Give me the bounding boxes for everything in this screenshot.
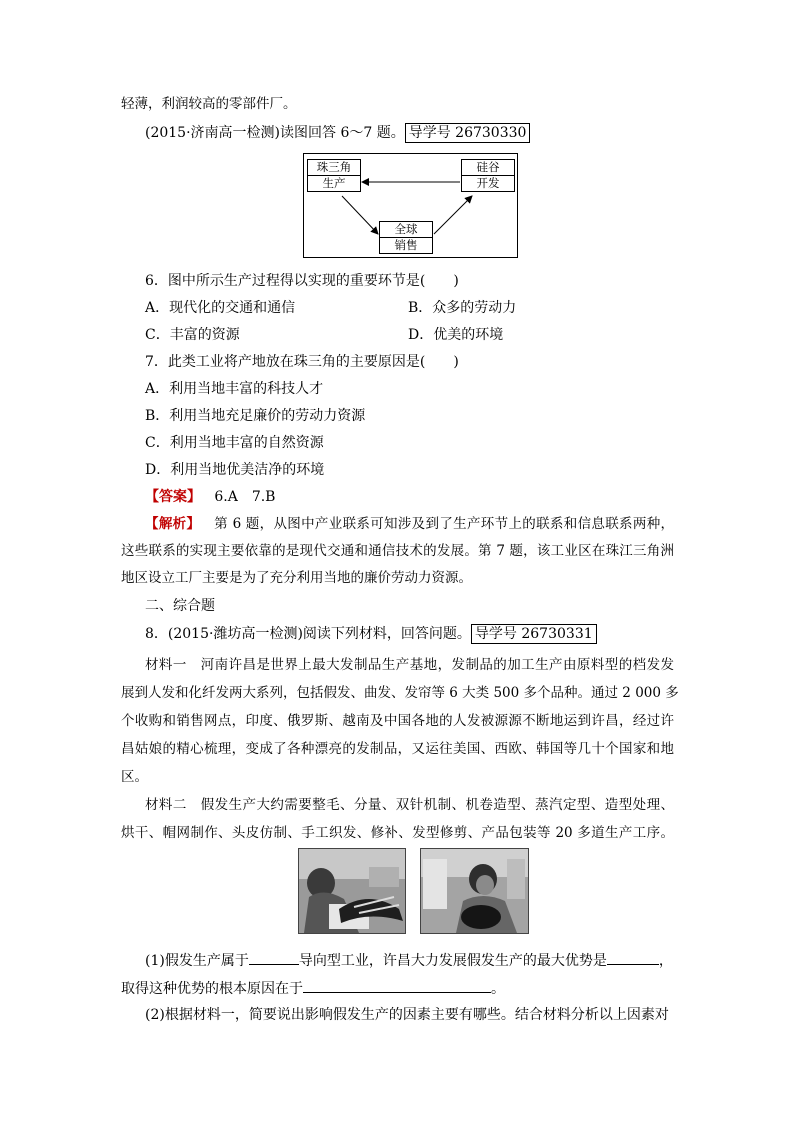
wig-worker-photo-left [298,848,406,934]
analysis-line-1 [145,514,674,534]
pearl-delta-label: 珠三角 [316,160,352,174]
material1-line-4 [121,739,674,759]
q8-intro-text: 8．(2015·潍坊高一检测)阅读下列材料，回答问题。 [145,626,471,642]
q7-option-a: A．利用当地丰富的科技人才 [145,381,324,397]
q6-option-d: D．优美的环境 [408,327,504,343]
answer-text: 6.A 7.B [214,489,276,505]
wig-worker-photo-right-art [421,849,528,933]
material1-line-1 [145,655,674,675]
material2-text-1: 材料二 假发生产大约需要整毛、分量、双针机制、机卷造型、蒸汽定型、造型处理、 [145,797,674,813]
q8-1-text-d: 取得这种优势的根本原因在于 [121,981,303,997]
diagram-arrows [304,154,517,257]
q8-1-blank-3[interactable] [303,978,491,993]
material1-text-4: 昌姑娘的精心梳理，变成了各种漂亮的发制品，又运往美国、西欧、韩国等几十个国家和地 [121,741,674,757]
q7-option-b: B．利用当地充足廉价的劳动力资源 [145,408,366,424]
material1-line-5: 区。 [121,769,148,785]
q8-1-text-a: (1)假发生产属于 [145,953,249,969]
material1-line-2 [121,683,679,703]
q6-stem: 6．图中所示生产过程得以实现的重要环节是( ) [145,273,459,289]
section-heading: 二、综合题 [145,598,215,614]
arrow-sales-to-valley [434,196,472,234]
q8-1-text-e: 。 [491,981,505,997]
q8-intro [145,624,597,644]
material2-text-2: 烘干、帽网制作、头皮仿制、手工织发、修补、发型修剪、产品包装等 20 多道生产工序。 [121,825,674,841]
q6-option-c: C．丰富的资源 [145,327,240,343]
development-label: 开发 [462,175,514,191]
guide-code-box: 导学号 26730330 [405,123,531,143]
analysis-tag: 【解析】 [145,516,201,532]
material2-line-1 [145,795,674,815]
material1-text-3: 个收购和销售网点，印度、俄罗斯、越南及中国各地的人发被源源不断地运到许昌，经过许 [121,713,674,729]
analysis-line-3: 地区设立工厂主要是为了充分利用当地的廉价劳动力资源。 [121,570,472,586]
analysis-line-2 [121,541,674,561]
analysis-text-1: 第 6 题，从图中产业联系可知涉及到了生产环节上的联系和信息联系两种， [214,516,675,532]
guide-code-box-2: 导学号 26730331 [471,624,597,644]
q8-1-line-1 [145,950,674,971]
silicon-valley-label: 硅谷 [476,160,500,174]
q8-1-line-2 [121,978,505,999]
material1-text-1: 材料一 河南许昌是世界上最大发制品生产基地，发制品的加工生产由原料型的档发发 [145,657,674,673]
material2-line-2 [121,823,674,843]
wig-worker-photo-right [420,848,529,934]
answer-line [145,487,275,507]
q6-7-intro-text: (2015·济南高一检测)读图回答 6～7 题。 [145,125,405,141]
industry-flow-diagram [303,153,518,258]
q8-1-text-c: ， [658,953,673,969]
q6-option-b: B．众多的劳动力 [408,300,517,316]
q8-1-blank-2[interactable] [607,950,659,965]
wig-worker-photo-left-art [299,849,405,933]
q8-1-blank-1[interactable] [249,950,299,965]
answer-tag: 【答案】 [145,489,201,505]
sales-label: 销售 [380,237,432,253]
global-label: 全球 [394,222,418,236]
intro-tail: 轻薄，利润较高的零部件厂。 [121,96,297,112]
q6-option-a: A．现代化的交通和通信 [145,300,296,316]
analysis-text-2: 这些联系的实现主要依靠的是现代交通和通信技术的发展。第 7 题，该工业区在珠江三角洲 [121,543,674,559]
q6-7-intro [145,123,530,143]
q7-stem: 7．此类工业将产地放在珠三角的主要原因是( ) [145,354,459,370]
q7-option-d: D．利用当地优美洁净的环境 [145,462,325,478]
material1-text-2: 展到人发和化纤发两大系列，包括假发、曲发、发帘等 6 大类 500 多个品种。通过 2 000 多 [121,685,679,701]
q7-option-c: C．利用当地丰富的自然资源 [145,435,324,451]
production-label: 生产 [308,175,360,191]
material1-line-3 [121,711,674,731]
q8-1-text-b: 导向型工业，许昌大力发展假发生产的最大优势是 [298,953,607,969]
arrow-delta-to-sales [342,196,378,234]
q8-2-line: (2)根据材料一，简要说出影响假发生产的因素主要有哪些。结合材料分析以上因素对 [145,1007,669,1023]
